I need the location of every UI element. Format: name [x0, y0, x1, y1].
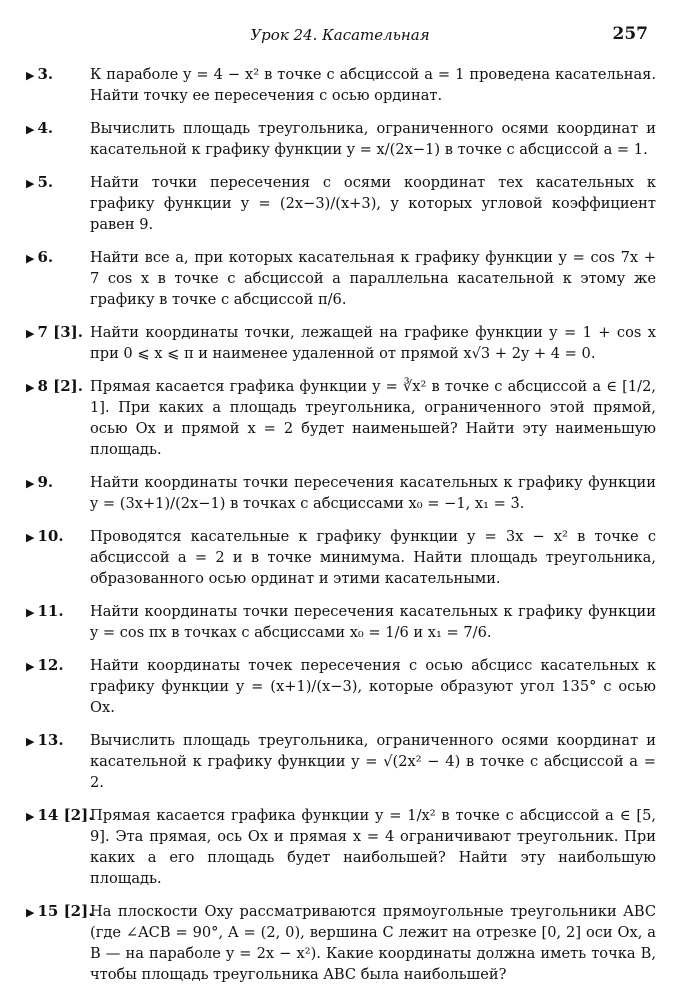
problem-marker [26, 322, 83, 344]
problem-marker [26, 655, 64, 677]
problem-marker [26, 64, 53, 86]
problem-list [26, 64, 656, 997]
problem-item [26, 172, 656, 235]
problem-marker [26, 376, 83, 398]
problem-text: Найти все a, при которых касательная к графику функции y = cos 7x + 7 cos x в точке с абсциссой a параллельна касательной к этому же графику в точке с абсциссой π/6. [90, 249, 656, 308]
problem-text: Найти координаты точки пересечения касательных к графику функции y = cos πx в точках с абсциссами x₀ = 1/6 и x₁ = 7/6. [90, 603, 656, 641]
problem-item [26, 376, 656, 460]
triangle-bullet-icon: ▶ [26, 252, 35, 265]
problem-number: 8 [2]. [37, 377, 83, 395]
problem-item [26, 730, 656, 793]
running-title: Урок 24. Касательная [250, 26, 430, 44]
problem-number: 9. [37, 473, 54, 491]
problem-number: 4. [37, 119, 54, 137]
problem-text: Найти координаты точки пересечения касательных к графику функции y = (3x+1)/(2x−1) в точках с абсциссами x₀ = −1, x₁ = 3̇. [90, 474, 656, 512]
triangle-bullet-icon: ▶ [26, 327, 35, 340]
problem-text: Вычислить площадь треугольника, ограниченного осями координат и касательной к графику функции y = x/(2x−1) в точке с абсциссой a = 1. [90, 120, 656, 158]
problem-item [26, 901, 656, 985]
problem-item [26, 322, 656, 364]
triangle-bullet-icon: ▶ [26, 735, 35, 748]
problem-item [26, 526, 656, 589]
problem-text: Прямая касается графика функции y = 1/x² в точке с абсциссой a ∈ [5, 9]. Эта прямая, ось Ox и прямая x = 4 ограничивают треугольник. При каких a его площадь будет наибольшей? Найти эту наибольшую площадь. [90, 807, 656, 887]
page-number: 257 [612, 24, 648, 44]
problem-marker [26, 730, 64, 752]
page-header [0, 26, 680, 50]
triangle-bullet-icon: ▶ [26, 810, 35, 823]
problem-number: 13. [37, 731, 64, 749]
triangle-bullet-icon: ▶ [26, 906, 35, 919]
problem-marker [26, 901, 93, 923]
problem-text: Найти точки пересечения с осями координат тех касательных к графику функции y = (2x−3)/(x+3), у которых угловой коэффициент равен 9. [90, 174, 656, 233]
problem-text: К параболе y = 4 − x² в точке с абсциссой a = 1 проведена касательная. Найти точку ее пересечения с осью ординат. [90, 66, 656, 104]
problem-text: На плоскости Oxy рассматриваются прямоугольные треугольники ABC (где ∠ACB = 90°, A = (2, 0), вершина C лежит на отрезке [0, 2] оси Ox, а B — на параболе y = 2x − x²). Какие координаты должна иметь точка B, чтобы площадь треугольника ABC была наибольшей? [90, 903, 656, 983]
problem-text: Вычислить площадь треугольника, ограниченного осями координат и касательной к графику функции y = √(2x² − 4) в точке с абсциссой a = 2. [90, 732, 656, 791]
problem-marker [26, 601, 64, 623]
triangle-bullet-icon: ▶ [26, 606, 35, 619]
triangle-bullet-icon: ▶ [26, 69, 35, 82]
problem-number: 12. [37, 656, 64, 674]
problem-number: 3. [37, 65, 54, 83]
triangle-bullet-icon: ▶ [26, 177, 35, 190]
problem-number: 10. [37, 527, 64, 545]
problem-text: Найти координаты точки, лежащей на графике функции y = 1 + cos x при 0 ⩽ x ⩽ π и наименее удаленной от прямой x√3 + 2y + 4 = 0. [90, 324, 656, 362]
problem-item [26, 118, 656, 160]
problem-text: Прямая касается графика функции y = ∛x² в точке с абсциссой a ∈ [1/2, 1]. При каких a площадь треугольника, ограниченного этой прямой, осью Ox и прямой x = 2 будет наименьшей? Найти эту наименьшую площадь. [90, 378, 656, 458]
problem-item [26, 601, 656, 643]
triangle-bullet-icon: ▶ [26, 381, 35, 394]
triangle-bullet-icon: ▶ [26, 531, 35, 544]
problem-marker [26, 247, 53, 269]
problem-number: 14 [2]. [37, 806, 94, 824]
problem-text: Найти координаты точек пересечения с осью абсцисс касательных к графику функции y = (x+1)/(x−3), которые образуют угол 135° с осью Ox. [90, 657, 656, 716]
problem-number: 5. [37, 173, 54, 191]
problem-number: 11. [37, 602, 64, 620]
triangle-bullet-icon: ▶ [26, 477, 35, 490]
problem-marker [26, 118, 53, 140]
problem-item [26, 655, 656, 718]
problem-item [26, 64, 656, 106]
triangle-bullet-icon: ▶ [26, 660, 35, 673]
problem-marker [26, 172, 53, 194]
triangle-bullet-icon: ▶ [26, 123, 35, 136]
problem-item [26, 472, 656, 514]
problem-number: 15 [2]. [37, 902, 94, 920]
problem-marker [26, 805, 93, 827]
problem-marker [26, 472, 53, 494]
problem-number: 6. [37, 248, 54, 266]
problem-marker [26, 526, 64, 548]
problem-number: 7 [3]. [37, 323, 83, 341]
problem-item [26, 805, 656, 889]
problem-item [26, 247, 656, 310]
problem-text: Проводятся касательные к графику функции y = 3x − x² в точке с абсциссой a = 2 и в точке минимума. Найти площадь треугольника, образованного осью ординат и этими касательными. [90, 528, 656, 587]
